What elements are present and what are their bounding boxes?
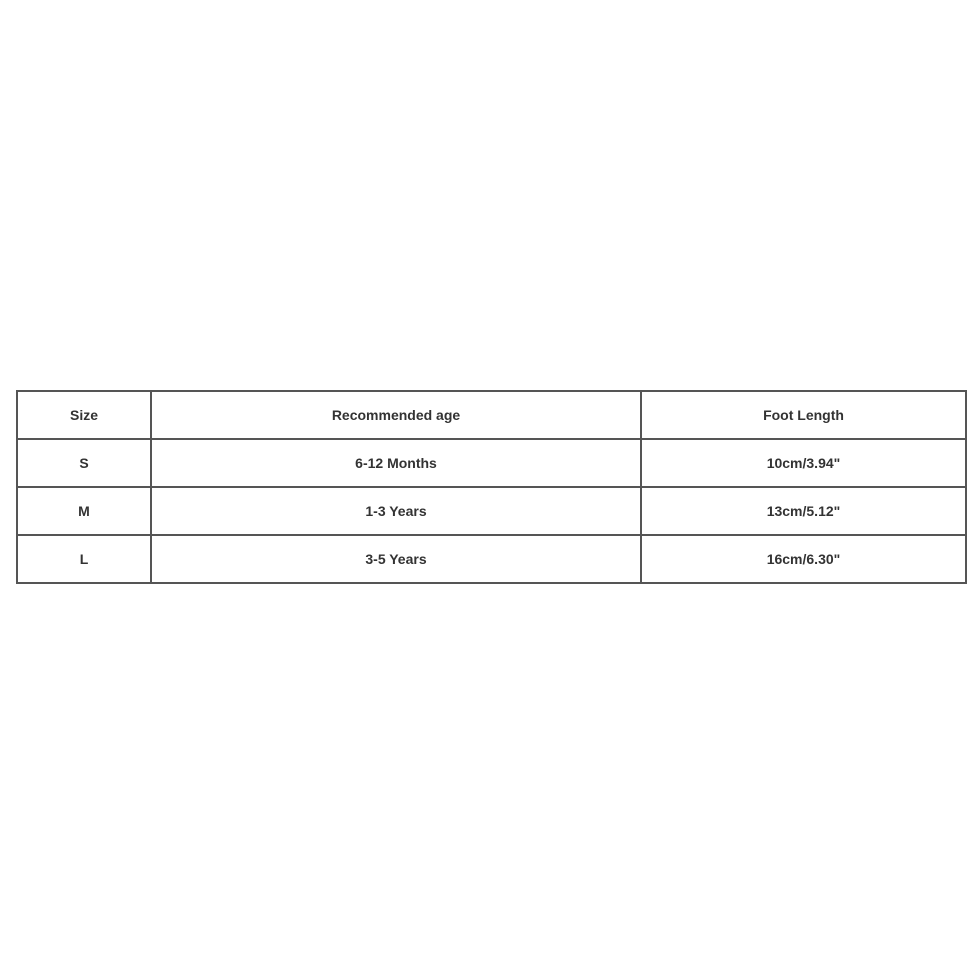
size-chart-table — [16, 390, 967, 584]
cell-size: L — [17, 535, 151, 583]
table-header-row — [17, 391, 966, 439]
header-size: Size — [17, 391, 151, 439]
table-row — [17, 487, 966, 535]
cell-recommended-age: 1-3 Years — [151, 487, 641, 535]
table-row — [17, 535, 966, 583]
cell-size: M — [17, 487, 151, 535]
header-recommended-age: Recommended age — [151, 391, 641, 439]
cell-recommended-age: 3-5 Years — [151, 535, 641, 583]
cell-foot-length: 16cm/6.30" — [641, 535, 966, 583]
cell-size: S — [17, 439, 151, 487]
table-row — [17, 439, 966, 487]
header-foot-length: Foot Length — [641, 391, 966, 439]
cell-foot-length: 13cm/5.12" — [641, 487, 966, 535]
cell-recommended-age: 6-12 Months — [151, 439, 641, 487]
cell-foot-length: 10cm/3.94" — [641, 439, 966, 487]
